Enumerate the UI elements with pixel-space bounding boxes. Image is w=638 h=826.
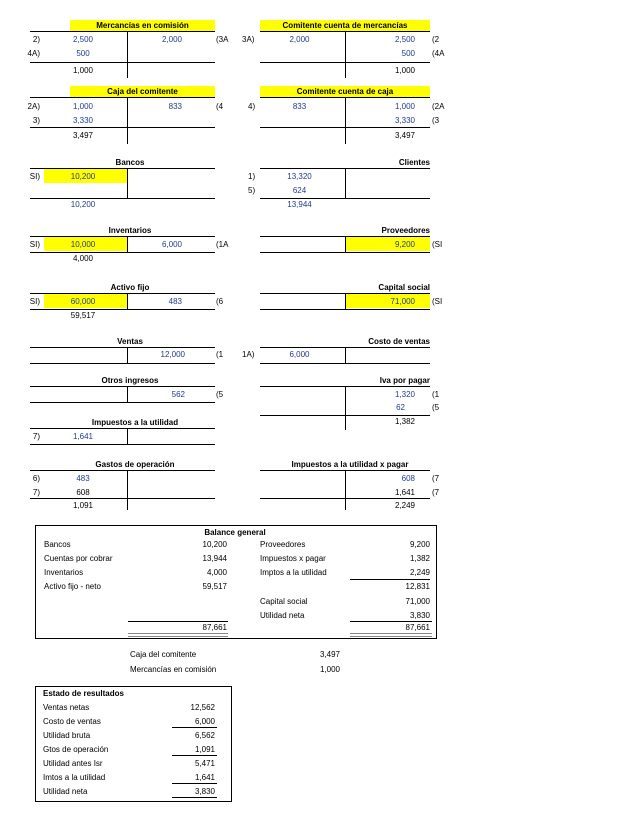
credit-value: 9,200 [394, 240, 415, 249]
t-account-title: Capital social [378, 283, 430, 292]
total-double-rule [128, 633, 228, 637]
t-account-divider [127, 168, 128, 198]
sum-rule [350, 621, 432, 622]
sum-rule [172, 755, 217, 756]
entry-ref: (SI [432, 240, 443, 249]
entry-ref: 3A) [242, 35, 255, 44]
balance-value: 13,944 [202, 554, 227, 563]
credit-value: 562 [171, 390, 185, 399]
credit-value: 483 [168, 297, 182, 306]
t-account-rule [30, 252, 215, 253]
balance-value: 1,000 [394, 66, 415, 75]
t-account-rule [30, 428, 215, 429]
result-label: Costo de ventas [43, 717, 101, 726]
credit-value: 2,000 [161, 35, 182, 44]
debit-value: 13,320 [287, 172, 312, 181]
balance-value: 3,497 [72, 131, 94, 140]
total-double-rule [350, 633, 432, 637]
entry-ref: (3A [216, 35, 229, 44]
debit-value: 6,000 [289, 350, 310, 359]
entry-ref: 7) [32, 488, 40, 497]
entry-ref: 3) [32, 116, 40, 125]
t-account-divider [345, 31, 346, 78]
entry-ref: 7) [32, 432, 40, 441]
entry-ref: (SI [432, 297, 443, 306]
entry-ref: 5) [248, 186, 256, 195]
result-value: 12,562 [190, 703, 215, 712]
t-account-rule [30, 444, 215, 445]
t-account-title: Impuestos a la utilidad [91, 418, 179, 427]
t-account-rule [260, 127, 430, 128]
t-account-rule [260, 415, 430, 416]
t-account-rule [30, 127, 215, 128]
sum-rule [172, 727, 217, 728]
income-statement-title: Estado de resultados [43, 689, 124, 698]
t-account-title: Inventarios [108, 226, 152, 235]
balance-label: Impuestos x pagar [260, 554, 326, 563]
credit-value: 12,000 [160, 350, 185, 359]
t-account-rule [30, 498, 215, 499]
assets-total: 87,661 [202, 623, 227, 632]
balance-value: 9,200 [409, 540, 430, 549]
balance-label: Activo fijo - neto [44, 582, 101, 591]
t-account-rule [260, 309, 430, 310]
t-account-rule [260, 252, 430, 253]
t-account-divider [345, 168, 346, 198]
balance-label: Capital social [260, 597, 308, 606]
entry-ref: (1 [216, 350, 224, 359]
entry-ref: (1A [216, 240, 229, 249]
entry-ref: (4 [216, 102, 224, 111]
credit-value: 500 [401, 49, 415, 58]
debit-value: 483 [76, 474, 90, 483]
t-account-divider [127, 97, 128, 144]
entry-ref: 1) [248, 172, 256, 181]
balance-value: 2,249 [394, 501, 415, 510]
t-account-rule [30, 62, 215, 63]
t-account-rule [30, 347, 215, 348]
debit-value: 1,000 [72, 102, 94, 111]
balance-label: Utilidad neta [260, 611, 305, 620]
t-account-title: Comitente cuenta de caja [260, 86, 430, 97]
balance-label: Inventarios [44, 568, 84, 577]
balance-value: 4,000 [206, 568, 227, 577]
entry-ref: (2A [432, 102, 445, 111]
entry-ref: 2) [32, 35, 40, 44]
t-account-rule [260, 198, 430, 199]
credit-value: 71,000 [390, 297, 415, 306]
balance-label: Imptos a la utilidad [260, 568, 327, 577]
t-account-rule [260, 498, 430, 499]
credit-value: 1,641 [394, 488, 415, 497]
t-account-rule [30, 97, 215, 98]
t-account-title: Bancos [115, 158, 145, 167]
t-account-rule [30, 363, 215, 364]
debit-value: 3,330 [72, 116, 94, 125]
debit-value: 60,000 [70, 297, 96, 306]
t-account-title: Caja del comitente [70, 86, 215, 97]
t-account-divider [127, 428, 128, 444]
t-account-title: Ventas [117, 337, 143, 346]
entry-ref: 4) [248, 102, 256, 111]
t-account-title: Gastos de operación [95, 460, 175, 469]
result-label: Utilidad bruta [43, 731, 91, 740]
credit-value: 3,330 [394, 116, 415, 125]
result-value: 6,000 [194, 717, 215, 726]
balance-label: Bancos [44, 540, 71, 549]
entry-ref: 1A) [242, 350, 255, 359]
t-account-rule [30, 31, 215, 32]
balance-value: 3,497 [394, 131, 415, 140]
t-account-rule [260, 363, 430, 364]
debit-value: 608 [76, 488, 90, 497]
credit-value: 833 [168, 102, 182, 111]
balance-value: 2,249 [409, 568, 430, 577]
balance-sheet-title: Balance general [204, 528, 266, 537]
t-account-title: Costo de ventas [368, 337, 430, 346]
balance-value: 10,200 [70, 200, 96, 209]
sum-rule [350, 579, 430, 580]
result-value: 1,641 [194, 773, 215, 782]
entry-ref: SI) [29, 172, 40, 181]
t-account-title: Impuestos a la utilidad x pagar [291, 460, 409, 469]
result-label: Utilidad neta [43, 787, 88, 796]
debit-value: 624 [292, 186, 307, 195]
result-value: 3,830 [194, 787, 215, 796]
t-account-divider [127, 347, 128, 363]
credit-value: 62 [396, 403, 405, 412]
entry-ref: 6) [32, 474, 40, 483]
result-value: 1,091 [194, 745, 215, 754]
t-account-divider [345, 97, 346, 144]
t-account-divider [127, 386, 128, 402]
result-label: Gtos de operación [43, 745, 109, 754]
t-account-title: Mercancías en comisión [70, 20, 215, 31]
credit-value: 1,000 [394, 102, 415, 111]
entry-ref: (4A [432, 49, 445, 58]
debit-value: 2,500 [72, 35, 94, 44]
balance-value: 1,382 [409, 554, 430, 563]
total-double-rule [172, 797, 217, 802]
entry-ref: 2A) [27, 102, 40, 111]
t-account-divider [127, 470, 128, 510]
t-account-divider [345, 470, 346, 510]
balance-value: 1,000 [72, 66, 94, 75]
credit-value: 6,000 [161, 240, 182, 249]
sum-rule [172, 783, 217, 784]
entry-ref: (5 [432, 403, 440, 412]
t-account-rule [30, 309, 215, 310]
t-account-divider [127, 31, 128, 78]
entry-ref: 4A) [27, 49, 40, 58]
t-account-rule [260, 62, 430, 63]
result-label: Utilidad antes Isr [43, 759, 103, 768]
balance-value: 13,944 [287, 200, 312, 209]
liabilities-total: 12,831 [405, 582, 430, 591]
balance-value: 59,517 [70, 311, 96, 320]
balance-value: 1,091 [72, 501, 94, 510]
result-label: Imtos a la utilidad [43, 773, 106, 782]
balance-value: 71,000 [405, 597, 430, 606]
debit-value: 833 [292, 102, 307, 111]
entry-ref: (1 [432, 390, 440, 399]
t-account-title: Activo fijo [110, 283, 150, 292]
sum-rule [128, 621, 228, 622]
debit-value: 10,200 [70, 172, 96, 181]
credit-value: 1,320 [394, 390, 415, 399]
entry-ref: (5 [216, 390, 224, 399]
balance-value: 59,517 [202, 582, 227, 591]
memo-value: 1,000 [319, 665, 340, 674]
memo-label: Caja del comitente [130, 650, 197, 659]
t-account-divider [345, 386, 346, 430]
t-account-title: Comitente cuenta de mercancías [260, 20, 430, 31]
t-account-title: Clientes [398, 158, 430, 167]
t-account-divider [127, 236, 128, 252]
credit-value: 608 [401, 474, 415, 483]
result-value: 5,471 [194, 759, 215, 768]
entry-ref: (2 [432, 35, 440, 44]
t-account-rule [30, 386, 215, 387]
balance-value: 1,382 [394, 417, 415, 426]
memo-value: 3,497 [319, 650, 340, 659]
balance-label: Cuentas por cobrar [44, 554, 113, 563]
result-label: Ventas netas [43, 703, 90, 712]
balance-label: Proveedores [260, 540, 306, 549]
credit-value: 2,500 [394, 35, 415, 44]
liab-equity-total: 87,661 [405, 623, 430, 632]
t-account-divider [345, 347, 346, 363]
entry-ref: (6 [216, 297, 224, 306]
balance-value: 3,830 [409, 611, 430, 620]
t-account-rule [30, 470, 215, 471]
debit-value: 500 [76, 49, 90, 58]
debit-value: 1,641 [72, 432, 94, 441]
result-value: 6,562 [194, 731, 215, 740]
t-account-rule [30, 198, 215, 199]
entry-ref: SI) [29, 240, 40, 249]
balance-value: 10,200 [202, 540, 227, 549]
t-account-title: Proveedores [381, 226, 430, 235]
entry-ref: SI) [29, 297, 40, 306]
debit-value: 2,000 [289, 35, 310, 44]
memo-label: Mercancías en comisión [130, 665, 217, 674]
balance-value: 4,000 [72, 254, 94, 263]
t-account-rule [30, 402, 215, 403]
t-account-title: Otros ingresos [101, 376, 159, 385]
entry-ref: (3 [432, 116, 440, 125]
t-account-divider [127, 293, 128, 309]
entry-ref: (7 [432, 488, 440, 497]
entry-ref: (7 [432, 474, 440, 483]
t-account-title: Iva por pagar [379, 376, 430, 385]
debit-value: 10,000 [70, 240, 96, 249]
